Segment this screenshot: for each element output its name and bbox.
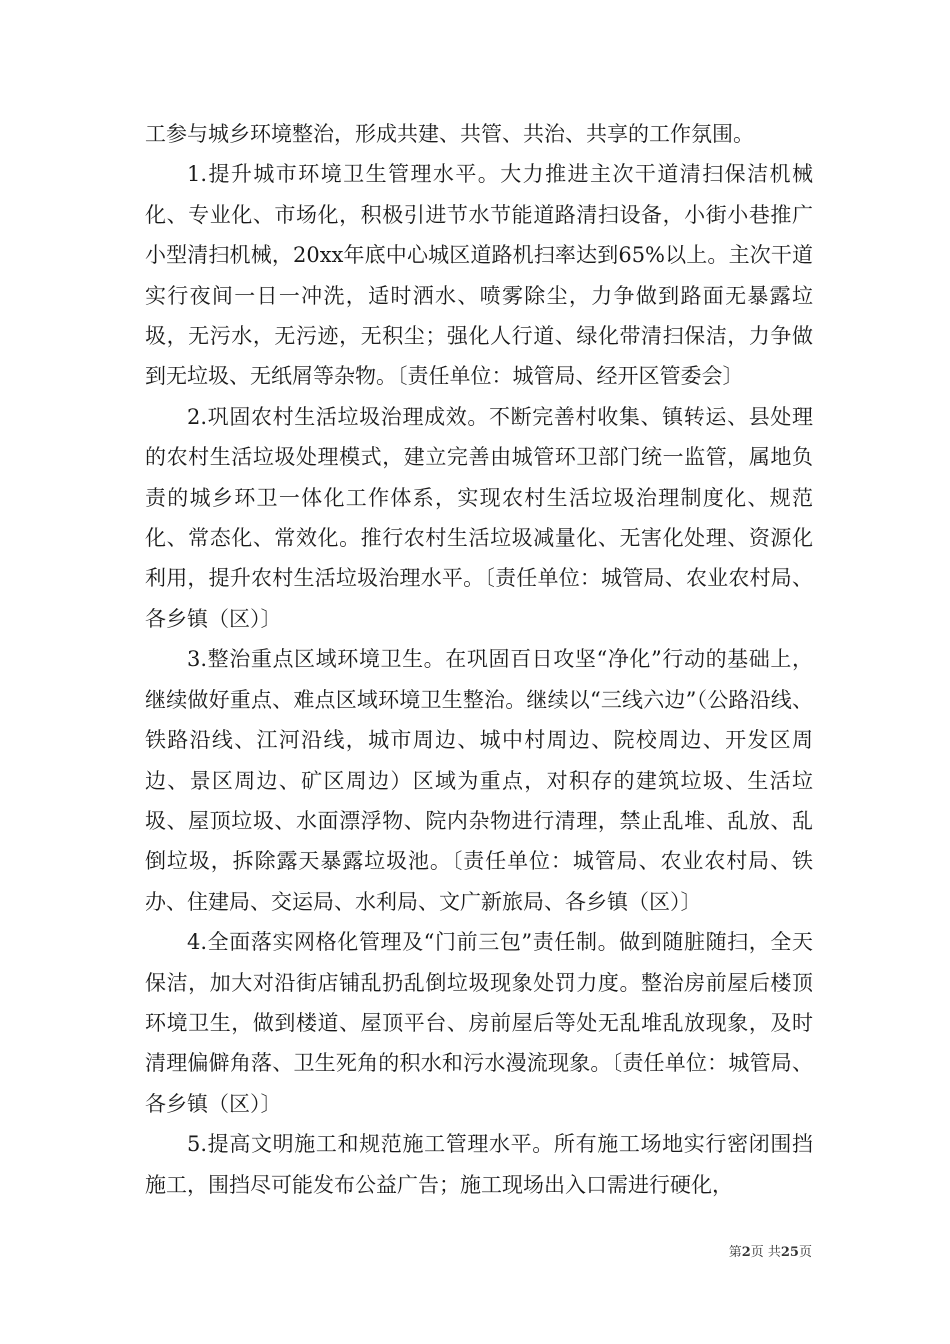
paragraph-continuation: 工参与城乡环境整治，形成共建、共管、共治、共享的工作氛围。 (145, 122, 754, 146)
footer-total-pages: 25 (780, 1245, 799, 1260)
document-body (145, 114, 813, 1205)
paragraph-item-1: 1.提升城市环境卫生管理水平。大力推进主次干道清扫保洁机械化、专业化、市场化，积极引进节水节能道路清扫设备，小街小巷推广小型清扫机械，20xx年底中心城区道路机扫率达到65%以上。主次干道实行夜间一日一冲洗，适时洒水、喷雾除尘，力争做到路面无暴露垃圾，无污水，无污迹，无积尘；强化人行道、绿化带清扫保洁，力争做到无垃圾、无纸屑等杂物。〔责任单位：城管局、经开区管委会〕 (145, 162, 813, 389)
paragraph-item-4: 4.全面落实网格化管理及“门前三包”责任制。做到随脏随扫，全天保洁，加大对沿街店铺乱扔乱倒垃圾现象处罚力度。整治房前屋后楼顶环境卫生，做到楼道、屋顶平台、房前屋后等处无乱堆乱放现象，及时清理偏僻角落、卫生死角的积水和污水漫流现象。〔责任单位：城管局、各乡镇（区）〕 (145, 930, 813, 1116)
paragraph-item-2: 2.巩固农村生活垃圾治理成效。不断完善村收集、镇转运、县处理的农村生活垃圾处理模式，建立完善由城管环卫部门统一监管，属地负责的城乡环卫一体化工作体系，实现农村生活垃圾治理制度化、规范化、常态化、常效化。推行农村生活垃圾减量化、无害化处理、资源化利用，提升农村生活垃圾治理水平。〔责任单位：城管局、农业农村局、各乡镇（区）〕 (145, 404, 813, 631)
footer-middle: 页 共 (750, 1245, 781, 1260)
paragraph-item-3: 3.整治重点区域环境卫生。在巩固百日攻坚“净化”行动的基础上，继续做好重点、难点区域环境卫生整治。继续以“三线六边”（公路沿线、铁路沿线、江河沿线，城市周边、城中村周边、院校周边、开发区周边、景区周边、矿区周边）区域为重点，对积存的建筑垃圾、生活垃圾、屋顶垃圾、水面漂浮物、院内杂物进行清理，禁止乱堆、乱放、乱倒垃圾，拆除露天暴露垃圾池。〔责任单位：城管局、农业农村局、铁办、住建局、交运局、水利局、文广新旅局、各乡镇（区）〕 (145, 647, 813, 914)
footer-suffix: 页 (798, 1245, 812, 1260)
paragraph-item-5: 5.提高文明施工和规范施工管理水平。所有施工场地实行密闭围挡施工，围挡尽可能发布公益广告；施工现场出入口需进行硬化， (145, 1132, 813, 1197)
page-number-footer (620, 1243, 812, 1263)
footer-current-page: 2 (741, 1245, 751, 1260)
footer-prefix: 第 (728, 1245, 742, 1260)
